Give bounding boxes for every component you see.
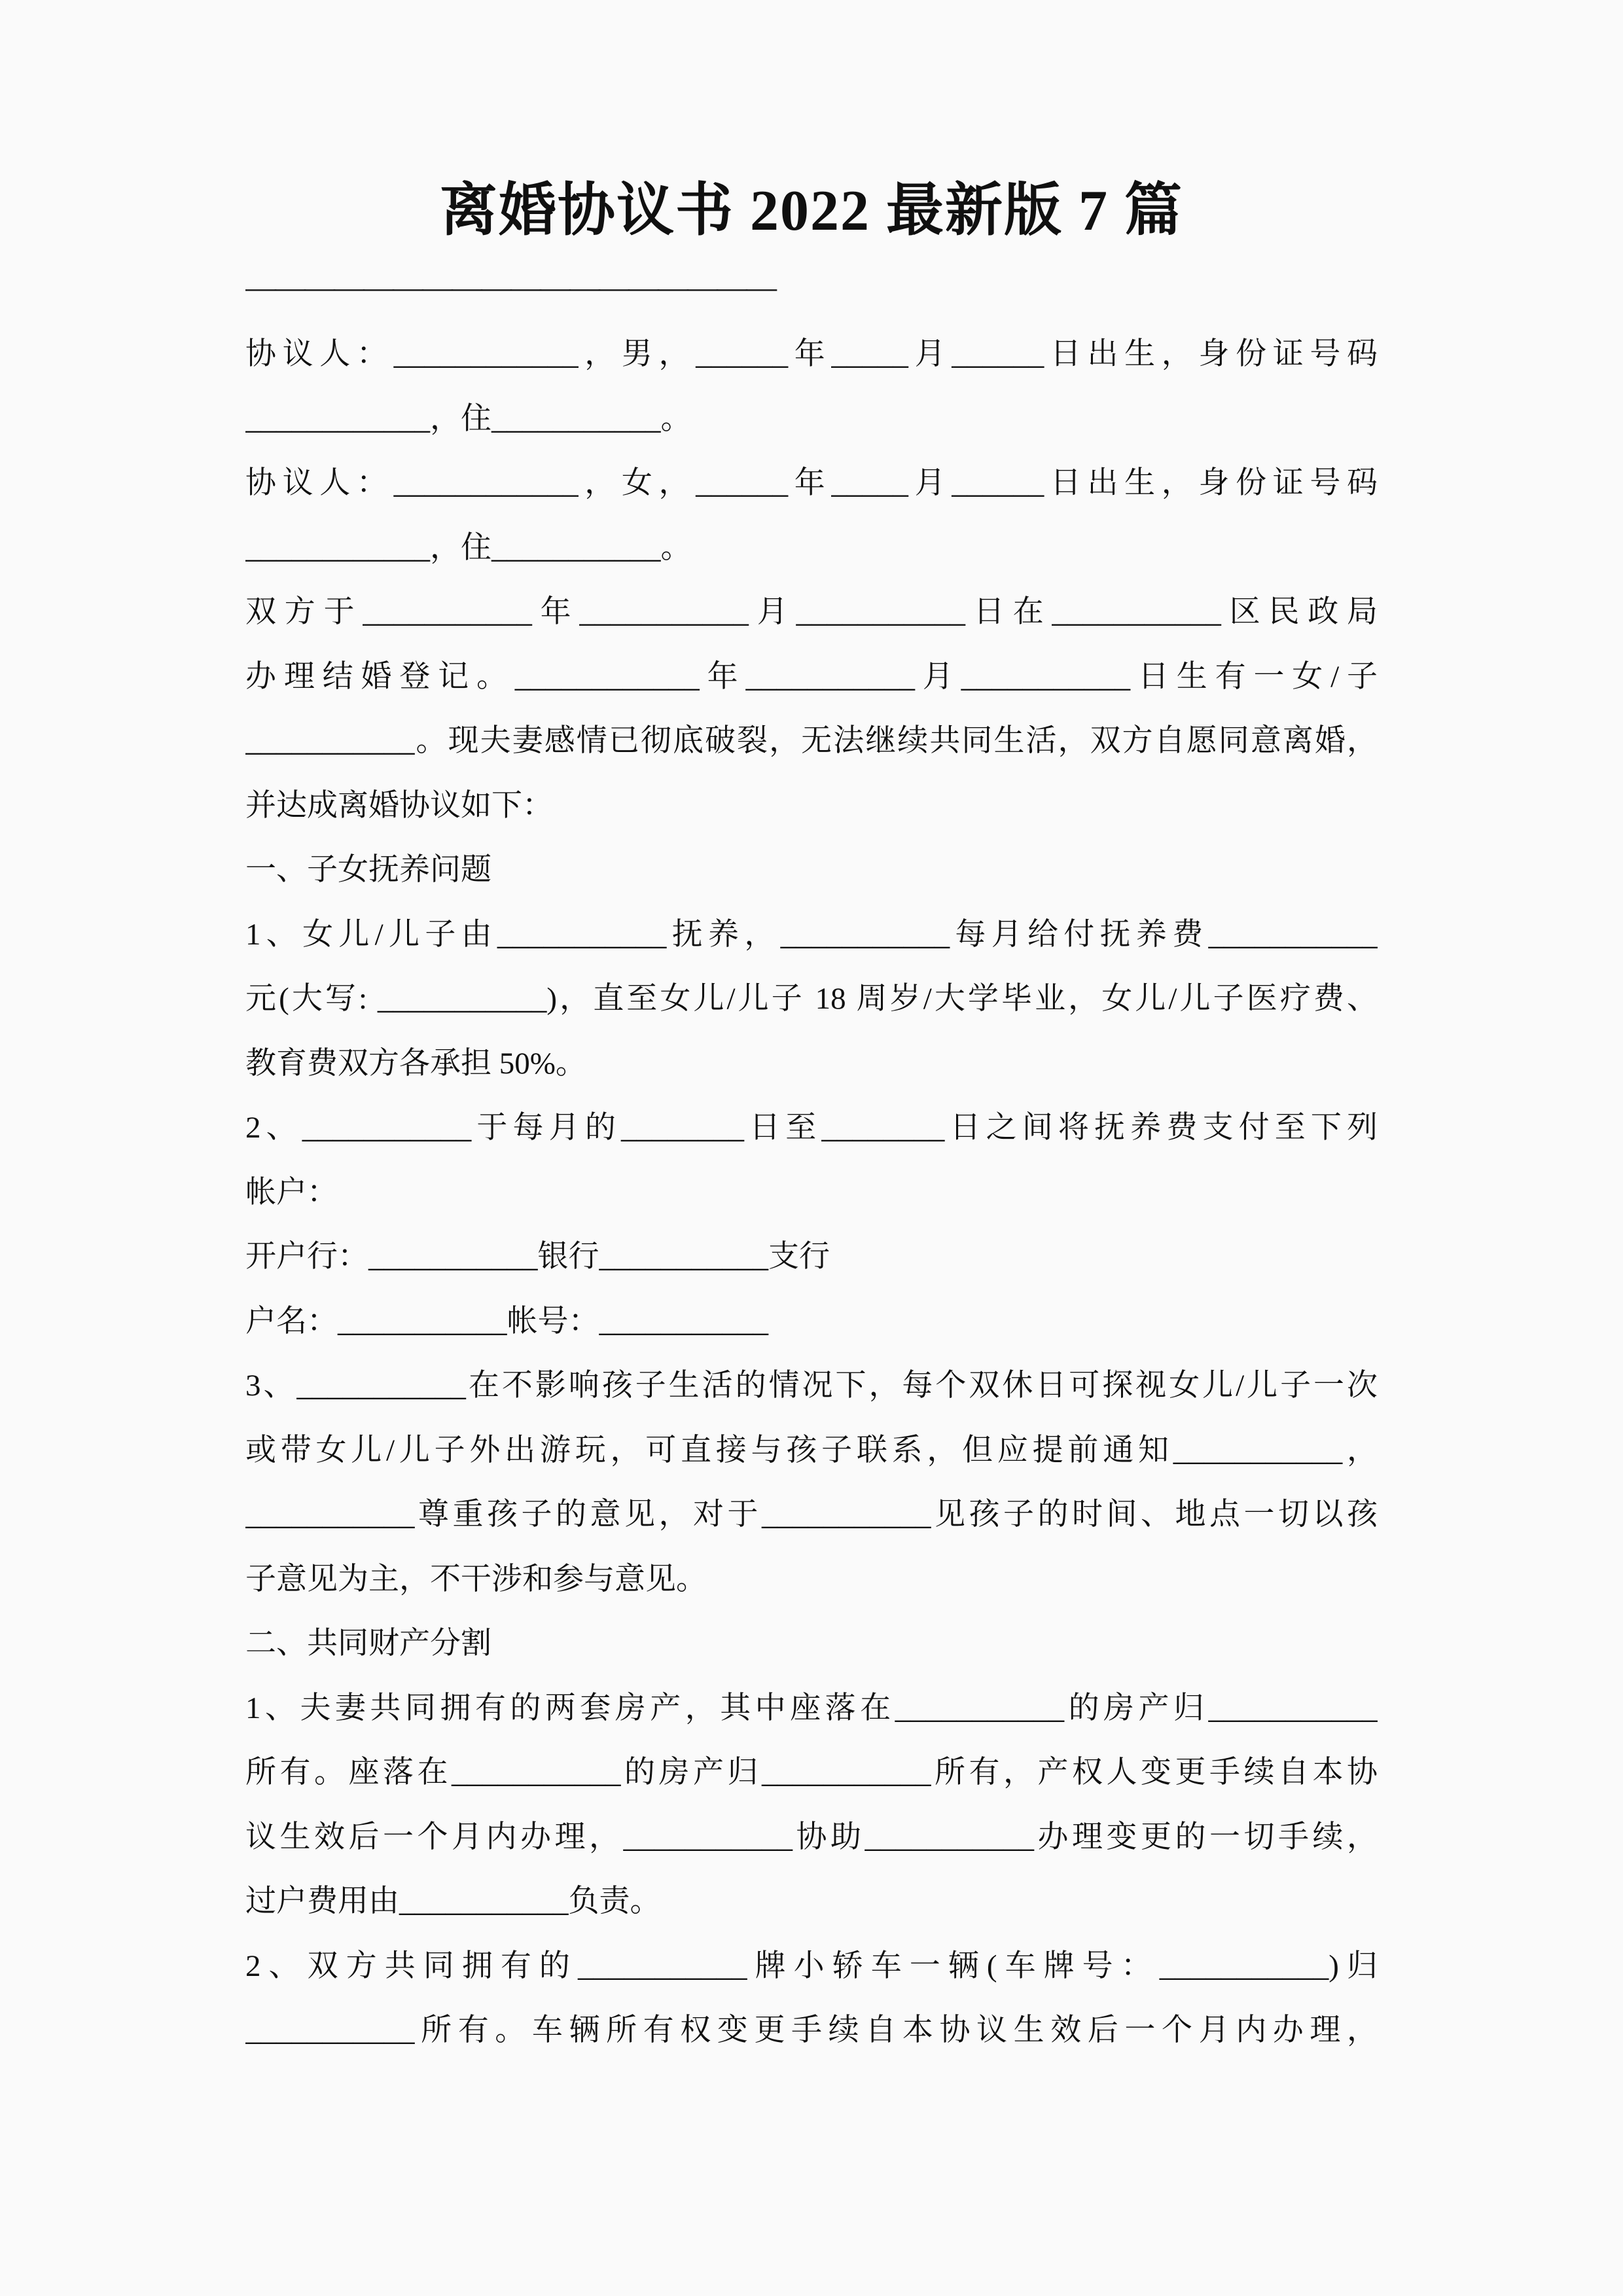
document-line: 2、___________于每月的________日至________日之间将抚养费支付至下列 — [245, 1111, 1378, 1145]
document-line: 帐户： — [245, 1175, 338, 1210]
document-line: ___________所有。车辆所有权变更手续自本协议生效后一个月内办理， — [245, 2013, 1378, 2047]
document-body — [245, 322, 1378, 2063]
document-line: 3、___________在不影响孩子生活的情况下，每个双休日可探视女儿/儿子一次 — [245, 1369, 1378, 1403]
document-line: 1、女儿/儿子由___________抚养，___________每月给付抚养费___________ — [245, 917, 1378, 952]
document-line: ____________，住___________。 — [245, 401, 692, 436]
document-line: 一、子女抚养问题 — [245, 853, 491, 887]
document-line: 子意见为主，不干涉和参与意见。 — [245, 1562, 707, 1596]
document-line: 议生效后一个月内办理，___________协助___________办理变更的一切手续， — [245, 1820, 1378, 1854]
document-line: 元(大写: ___________)，直至女儿/儿子 18 周岁/大学毕业，女儿/儿子医疗费、 — [245, 982, 1378, 1016]
document-line: 协议人：____________，男，______年_____月______日出生，身份证号码 — [245, 337, 1378, 371]
document-line: 协议人：____________，女，______年_____月______日出生，身份证号码 — [245, 466, 1378, 500]
document-title: 离婚协议书 2022 最新版 7 篇 — [439, 179, 1183, 243]
document-line: 开户行：___________银行___________支行 — [245, 1240, 830, 1274]
document-line: ___________尊重孩子的意见，对于___________见孩子的时间、地点一切以孩 — [245, 1498, 1378, 1532]
document-line: 双方于___________年___________月___________日在___________区民政局 — [245, 595, 1378, 629]
document-line: 教育费双方各承担 50%。 — [245, 1046, 586, 1081]
document-line: 2、双方共同拥有的___________牌小轿车一辆(车牌号：___________)归 — [245, 1948, 1378, 1983]
document-line: 户名：___________帐号：___________ — [245, 1304, 768, 1338]
document-line: 所有。座落在___________的房产归___________所有，产权人变更手续自本协 — [245, 1755, 1378, 1789]
document-line: 并达成离婚协议如下： — [245, 788, 553, 823]
document-line: 二、共同财产分割 — [245, 1626, 491, 1660]
document-line: ___________。现夫妻感情已彻底破裂，无法继续共同生活，双方自愿同意离婚， — [245, 724, 1378, 758]
document-line: 过户费用由___________负责。 — [245, 1884, 661, 1918]
horizontal-rule: —————————————————— — [245, 270, 776, 304]
document-line: 办理结婚登记。____________年___________月___________日生有一女/子 — [245, 659, 1378, 694]
document-line: ____________，住___________。 — [245, 530, 692, 565]
document-line: 1、夫妻共同拥有的两套房产，其中座落在___________的房产归___________ — [245, 1691, 1378, 1725]
document-line: 或带女儿/儿子外出游玩，可直接与孩子联系，但应提前通知___________， — [245, 1433, 1378, 1467]
